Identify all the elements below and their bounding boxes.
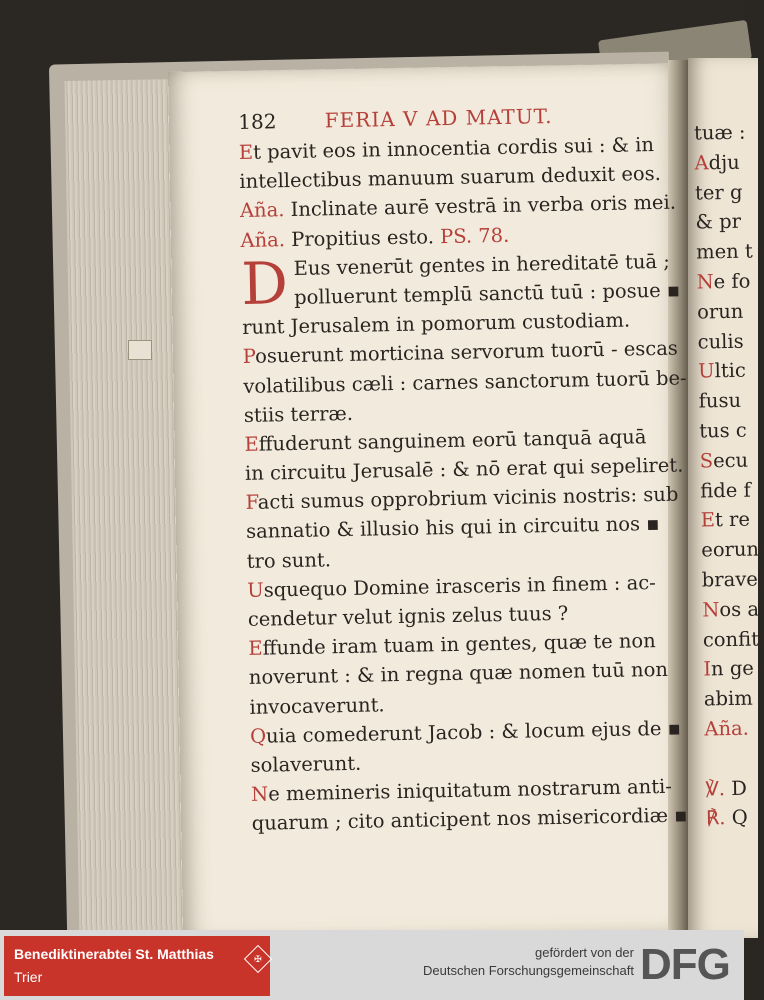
line-text: ecu bbox=[712, 448, 749, 473]
facing-line bbox=[699, 415, 757, 446]
facing-line bbox=[697, 296, 755, 327]
line-text: n ge bbox=[710, 656, 755, 681]
rubric-initial: ℣. bbox=[705, 776, 726, 800]
line-text: sannatio & illusio his qui in circuitu nos ▪ bbox=[245, 512, 660, 544]
line-text: os a bbox=[719, 597, 760, 621]
rubric-initial: Aña. bbox=[704, 716, 750, 741]
rubric-initial: E bbox=[244, 432, 259, 456]
facing-line bbox=[703, 624, 761, 655]
line-text: intellectibus manuum suarum deduxit eos. bbox=[239, 162, 662, 194]
rubric-initial: ℟. bbox=[705, 806, 726, 830]
facing-line bbox=[701, 535, 759, 566]
line-text: fusu bbox=[698, 388, 742, 413]
line-text: brave bbox=[701, 567, 759, 592]
line-text: invocaverunt. bbox=[249, 692, 385, 719]
institution-banner[interactable] bbox=[4, 936, 270, 996]
facing-line bbox=[694, 118, 752, 149]
rubric-initial: N bbox=[702, 597, 720, 622]
rubric-initial: U bbox=[247, 578, 264, 602]
rubric-initial: U bbox=[697, 359, 715, 383]
rubric-initial: S bbox=[699, 449, 714, 473]
rubric-initial: Aña. bbox=[240, 227, 286, 252]
line-text: & pr bbox=[695, 210, 742, 234]
rubric-initial: P bbox=[242, 345, 256, 369]
rubric-initial: A bbox=[694, 151, 709, 175]
psalm-reference: PS. 78. bbox=[439, 223, 510, 248]
facing-line bbox=[697, 326, 755, 357]
line-text: cendetur velut ignis zelus tuus ? bbox=[247, 601, 569, 631]
funder-line-1: gefördert von der bbox=[534, 945, 634, 960]
line-text: solaverunt. bbox=[250, 751, 362, 777]
facing-line bbox=[705, 773, 763, 804]
rubric-initial: Aña. bbox=[239, 198, 285, 223]
line-text: men t bbox=[695, 239, 753, 264]
line-text: t pavit eos in innocentia cordis sui : & in bbox=[252, 133, 655, 164]
facing-line bbox=[698, 386, 756, 417]
line-text: Eus venerūt gentes in hereditatē tuā ; bbox=[293, 249, 670, 280]
facing-line bbox=[700, 475, 758, 506]
line-text: ffuderunt sanguinem eorū tanquā aquā bbox=[258, 425, 647, 456]
line-text: fide f bbox=[700, 478, 751, 503]
left-page-text bbox=[238, 100, 692, 839]
line-text: Q bbox=[725, 806, 748, 830]
facing-line bbox=[704, 713, 762, 744]
line-text: tuæ : bbox=[693, 120, 746, 145]
rubric-initial: N bbox=[696, 270, 714, 294]
line-text: stiis terræ. bbox=[243, 401, 354, 427]
line-text: t re bbox=[714, 508, 751, 532]
line-text: Inclinate aurē vestrā in verba oris mei. bbox=[284, 190, 677, 222]
facing-line bbox=[706, 803, 764, 834]
line-text: Propitius esto. bbox=[284, 224, 441, 251]
line-text: culis bbox=[697, 329, 744, 354]
line-text: eorun bbox=[701, 537, 760, 562]
line-text: volatilibus cæli : carnes sanctorum tuorū be- bbox=[243, 365, 687, 398]
funder-line-2: Deutschen Forschungsgemeinschaft bbox=[422, 963, 634, 978]
line-text: confit bbox=[702, 627, 760, 652]
facing-line bbox=[702, 594, 760, 625]
line-text: orun bbox=[696, 299, 744, 324]
rubric-initial: F bbox=[245, 490, 259, 515]
page-number: 182 bbox=[238, 109, 277, 134]
line-text: polluerunt templū sanctū tuū : posue ▪ bbox=[293, 278, 681, 309]
facing-line bbox=[696, 237, 754, 268]
line-text: abim bbox=[703, 686, 753, 711]
line-text: noverunt : & in regna quæ nomen tuū non bbox=[248, 658, 669, 690]
facing-line bbox=[699, 445, 757, 476]
line-text: ltic bbox=[714, 359, 747, 383]
facing-line bbox=[705, 743, 763, 774]
running-title: FERIA V AD MATUT. bbox=[324, 103, 553, 133]
footer-bar bbox=[0, 930, 744, 1000]
line-text: e fo bbox=[713, 269, 751, 294]
line-text: tus c bbox=[699, 418, 747, 443]
funder-text bbox=[423, 944, 634, 980]
bookmark-tab bbox=[128, 340, 152, 360]
line-text: dju bbox=[708, 150, 740, 175]
facing-line bbox=[698, 356, 756, 387]
facing-line bbox=[695, 177, 753, 208]
facing-line bbox=[695, 207, 753, 238]
facing-line bbox=[696, 267, 754, 298]
rubric-initial: E bbox=[700, 508, 716, 532]
rubric-initial: I bbox=[703, 657, 712, 681]
dfg-logo[interactable]: DFG bbox=[640, 940, 730, 989]
line-text: D bbox=[724, 776, 748, 800]
rubric-initial: E bbox=[248, 636, 263, 661]
line-text: acti sumus opprobrium vicinis nostris: sub bbox=[257, 482, 679, 514]
drop-cap: D bbox=[240, 248, 289, 318]
line-text: osuerunt morticina servorum tuorū - escas bbox=[254, 336, 679, 369]
institution-city: Trier bbox=[14, 969, 43, 985]
facing-line bbox=[701, 505, 759, 536]
facing-line bbox=[702, 564, 760, 595]
institution-name: Benediktinerabtei St. Matthias bbox=[14, 946, 214, 962]
line-text: squequo Domine irasceris in finem : ac- bbox=[263, 570, 656, 602]
line-text: uia comederunt Jacob : & locum ejus de ▪ bbox=[265, 716, 682, 748]
line-text: runt Jerusalem in pomorum custodiam. bbox=[241, 308, 631, 340]
facing-line bbox=[704, 684, 762, 715]
line-text: ter g bbox=[694, 180, 743, 205]
rubric-initial: N bbox=[250, 782, 269, 806]
facing-line bbox=[703, 654, 761, 685]
rubric-initial: Q bbox=[249, 724, 267, 748]
abbey-logo-icon: ✠ bbox=[244, 945, 272, 973]
rubric-initial: E bbox=[238, 140, 254, 164]
facing-line bbox=[694, 147, 752, 178]
line-text: quarum ; cito anticipent nos misericordiæ ▪ bbox=[251, 803, 688, 836]
line-text: tro sunt. bbox=[246, 547, 332, 573]
line-text: in circuitu Jerusalē : & nō erat qui sepeliret. bbox=[244, 453, 684, 485]
line-text: ffunde iram tuam in gentes, quæ te non bbox=[262, 629, 656, 660]
line-text: e memineris iniquitatum nostrarum anti- bbox=[268, 774, 673, 806]
